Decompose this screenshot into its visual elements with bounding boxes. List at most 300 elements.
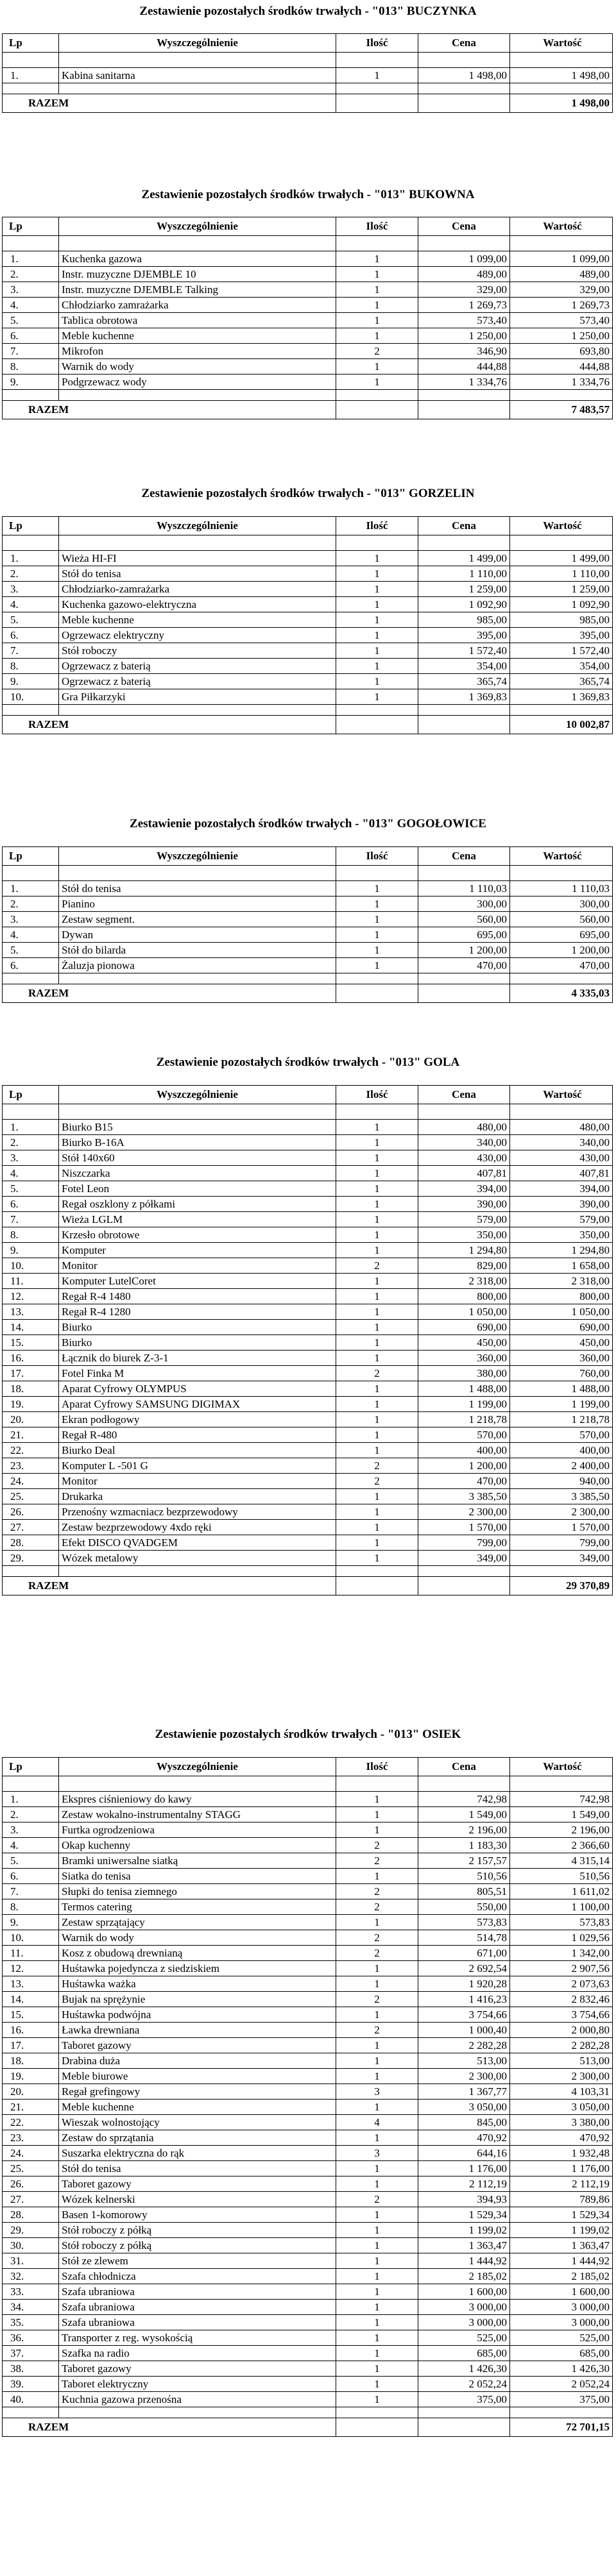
empty-cell	[510, 535, 613, 551]
table-row	[3, 2161, 613, 2176]
inventory-table	[2, 1085, 613, 1595]
empty-cell	[418, 2407, 510, 2418]
cell-qty: 1	[336, 897, 418, 912]
cell-value: 525,00	[510, 2330, 613, 2346]
table-row	[3, 2300, 613, 2315]
cell-lp: 21.	[3, 2100, 59, 2115]
cell-name: Słupki do tenisa ziemnego	[59, 1884, 336, 1899]
cell-qty: 2	[336, 1258, 418, 1274]
cell-price: 3 385,50	[418, 1489, 510, 1504]
cell-qty: 2	[336, 1474, 418, 1489]
cell-lp: 18.	[3, 1381, 59, 1397]
empty-cell	[418, 53, 510, 68]
cell-price: 1 444,92	[418, 2253, 510, 2269]
cell-value: 3 050,00	[510, 2100, 613, 2115]
cell-qty: 1	[336, 1274, 418, 1289]
cell-qty: 1	[336, 1504, 418, 1520]
cell-price: 1 498,00	[418, 68, 510, 83]
table-row	[3, 943, 613, 958]
cell-qty: 1	[336, 1412, 418, 1427]
table-row	[3, 912, 613, 927]
cell-qty: 1	[336, 881, 418, 897]
cell-value: 480,00	[510, 1120, 613, 1135]
table-row	[3, 282, 613, 298]
header-value: Wartość	[510, 217, 613, 236]
cell-price: 390,00	[418, 1197, 510, 1212]
table-row	[3, 2346, 613, 2361]
cell-value: 4 315,14	[510, 1853, 613, 1869]
cell-value: 940,00	[510, 1474, 613, 1489]
cell-lp: 21.	[3, 1427, 59, 1443]
cell-price: 2 692,54	[418, 1961, 510, 1976]
cell-price: 1 416,23	[418, 1992, 510, 2007]
cell-price: 799,00	[418, 1535, 510, 1551]
cell-price: 2 300,00	[418, 2069, 510, 2084]
header-price: Cena	[418, 1086, 510, 1104]
cell-qty: 1	[336, 2176, 418, 2192]
cell-price: 1 572,40	[418, 643, 510, 659]
cell-price: 800,00	[418, 1289, 510, 1304]
table-spacer-row	[3, 1566, 613, 1577]
empty-cell	[59, 535, 336, 551]
cell-price: 1 199,00	[418, 1397, 510, 1412]
header-qty: Ilość	[336, 1086, 418, 1104]
total-label: RAZEM	[3, 2418, 336, 2437]
empty-cell	[510, 390, 613, 401]
cell-price: 470,00	[418, 1474, 510, 1489]
empty-cell	[3, 705, 59, 716]
cell-name: Meble kuchenne	[59, 2100, 336, 2115]
header-value: Wartość	[510, 847, 613, 866]
empty-cell	[3, 236, 59, 251]
cell-name: Instr. muzyczne DJEMBLE Talking	[59, 282, 336, 298]
table-row	[3, 1181, 613, 1197]
cell-name: Zestaw do sprzątania	[59, 2130, 336, 2146]
cell-name: Meble kuchenne	[59, 328, 336, 344]
cell-lp: 19.	[3, 1397, 59, 1412]
empty-cell	[59, 1566, 336, 1577]
header-name: Wyszczególnienie	[59, 517, 336, 535]
cell-value: 1 600,00	[510, 2284, 613, 2300]
cell-name: Warnik do wody	[59, 359, 336, 375]
cell-lp: 14.	[3, 1992, 59, 2007]
cell-qty: 1	[336, 1212, 418, 1227]
empty-cell	[510, 1776, 613, 1792]
table-row	[3, 1535, 613, 1551]
cell-lp: 2.	[3, 897, 59, 912]
table-row	[3, 2007, 613, 2023]
cell-price: 695,00	[418, 927, 510, 943]
total-row	[3, 716, 613, 734]
cell-price: 1 600,00	[418, 2284, 510, 2300]
cell-name: Zestaw wokalno-instrumentalny STAGG	[59, 1807, 336, 1823]
empty-cell	[336, 401, 418, 419]
table-row	[3, 1489, 613, 1504]
cell-name: Stół do tenisa	[59, 566, 336, 582]
header-name: Wyszczególnienie	[59, 1758, 336, 1776]
cell-price: 1 110,00	[418, 566, 510, 582]
cell-qty: 1	[336, 912, 418, 927]
empty-cell	[336, 984, 418, 1003]
cell-name: Biurko	[59, 1320, 336, 1335]
empty-cell	[3, 1776, 59, 1792]
cell-price: 350,00	[418, 1227, 510, 1243]
cell-lp: 8.	[3, 1227, 59, 1243]
table-header-row	[3, 1086, 613, 1104]
empty-cell	[510, 53, 613, 68]
cell-name: Ekspres ciśnieniowy do kawy	[59, 1792, 336, 1807]
empty-cell	[3, 83, 59, 94]
table-row	[3, 2284, 613, 2300]
cell-lp: 27.	[3, 2192, 59, 2207]
cell-price: 573,40	[418, 313, 510, 328]
cell-lp: 3.	[3, 282, 59, 298]
cell-qty: 1	[336, 943, 418, 958]
table-row	[3, 1351, 613, 1366]
cell-value: 390,00	[510, 1197, 613, 1212]
empty-cell	[336, 236, 418, 251]
header-price: Cena	[418, 847, 510, 866]
table-row	[3, 1520, 613, 1535]
cell-value: 742,98	[510, 1792, 613, 1807]
cell-value: 1 099,00	[510, 251, 613, 267]
cell-value: 1 444,92	[510, 2253, 613, 2269]
cell-name: Biurko B15	[59, 1120, 336, 1135]
cell-price: 430,00	[418, 1150, 510, 1166]
cell-value: 1 658,00	[510, 1258, 613, 1274]
cell-price: 1 367,77	[418, 2084, 510, 2100]
cell-value: 1 218,78	[510, 1412, 613, 1427]
cell-name: Warnik do wody	[59, 1930, 336, 1946]
cell-name: Bujak na sprężynie	[59, 1992, 336, 2007]
cell-price: 1 099,00	[418, 251, 510, 267]
table-spacer-row	[3, 1104, 613, 1120]
table-spacer-row	[3, 236, 613, 251]
cell-qty: 2	[336, 1899, 418, 1915]
cell-value: 489,00	[510, 267, 613, 282]
cell-price: 1 269,73	[418, 298, 510, 313]
cell-value: 329,00	[510, 282, 613, 298]
empty-cell	[3, 1566, 59, 1577]
cell-qty: 1	[336, 328, 418, 344]
cell-price: 354,00	[418, 659, 510, 674]
cell-name: Mikrofon	[59, 344, 336, 359]
cell-qty: 1	[336, 2361, 418, 2377]
cell-price: 1 199,02	[418, 2223, 510, 2238]
cell-name: Regał R-4 1480	[59, 1289, 336, 1304]
cell-qty: 1	[336, 1807, 418, 1823]
cell-value: 1 342,00	[510, 1946, 613, 1961]
cell-lp: 6.	[3, 1869, 59, 1884]
table-header-row	[3, 517, 613, 535]
cell-name: Kuchenka gazowo-elektryczna	[59, 597, 336, 612]
cell-value: 1 110,03	[510, 881, 613, 897]
cell-qty: 1	[336, 1869, 418, 1884]
table-row	[3, 1320, 613, 1335]
empty-cell	[59, 2407, 336, 2418]
cell-value: 394,00	[510, 1181, 613, 1197]
cell-lp: 38.	[3, 2361, 59, 2377]
cell-lp: 1.	[3, 881, 59, 897]
table-row	[3, 1823, 613, 1838]
cell-price: 489,00	[418, 267, 510, 282]
cell-name: Okap kuchenny	[59, 1838, 336, 1853]
cell-qty: 1	[336, 1381, 418, 1397]
table-row	[3, 1551, 613, 1566]
empty-cell	[336, 83, 418, 94]
table-row	[3, 1427, 613, 1443]
cell-qty: 1	[336, 68, 418, 83]
cell-price: 380,00	[418, 1366, 510, 1381]
cell-name: Przenośny wzmacniacz bezprzewodowy	[59, 1504, 336, 1520]
cell-qty: 1	[336, 2392, 418, 2407]
cell-price: 2 052,24	[418, 2377, 510, 2392]
cell-lp: 29.	[3, 1551, 59, 1566]
cell-lp: 2.	[3, 1807, 59, 1823]
cell-lp: 20.	[3, 1412, 59, 1427]
cell-lp: 35.	[3, 2315, 59, 2330]
inventory-table	[2, 33, 613, 113]
cell-lp: 4.	[3, 1166, 59, 1181]
cell-qty: 1	[336, 1443, 418, 1458]
cell-lp: 34.	[3, 2300, 59, 2315]
cell-qty: 1	[336, 2330, 418, 2346]
cell-name: Taboret elektryczny	[59, 2377, 336, 2392]
table-row	[3, 2361, 613, 2377]
cell-lp: 6.	[3, 1197, 59, 1212]
cell-qty: 1	[336, 298, 418, 313]
empty-cell	[3, 973, 59, 984]
cell-value: 430,00	[510, 1150, 613, 1166]
cell-price: 513,00	[418, 2053, 510, 2069]
cell-name: Stół roboczy z półką	[59, 2238, 336, 2253]
cell-value: 3 385,50	[510, 1489, 613, 1504]
cell-value: 2 300,00	[510, 1504, 613, 1520]
cell-value: 470,92	[510, 2130, 613, 2146]
cell-value: 1 549,00	[510, 1807, 613, 1823]
cell-lp: 24.	[3, 2146, 59, 2161]
empty-cell	[336, 535, 418, 551]
cell-name: Drukarka	[59, 1489, 336, 1504]
table-row	[3, 1961, 613, 1976]
table-row	[3, 2115, 613, 2130]
empty-cell	[336, 705, 418, 716]
header-name: Wyszczególnienie	[59, 34, 336, 53]
empty-cell	[418, 83, 510, 94]
cell-qty: 1	[336, 2161, 418, 2176]
cell-qty: 1	[336, 1304, 418, 1320]
total-label: RAZEM	[3, 716, 336, 734]
header-qty: Ilość	[336, 1758, 418, 1776]
table-row	[3, 881, 613, 897]
cell-price: 2 196,00	[418, 1823, 510, 1838]
empty-cell	[59, 83, 336, 94]
cell-qty: 2	[336, 1853, 418, 1869]
total-value: 7 483,57	[510, 401, 613, 419]
cell-qty: 1	[336, 1520, 418, 1535]
cell-lp: 15.	[3, 1335, 59, 1351]
cell-price: 407,81	[418, 1166, 510, 1181]
cell-name: Ekran podłogowy	[59, 1412, 336, 1427]
cell-name: Ogrzewacz elektryczny	[59, 628, 336, 643]
inventory-section	[0, 1726, 616, 2433]
table-row	[3, 2023, 613, 2038]
cell-qty: 1	[336, 566, 418, 582]
table-row	[3, 1289, 613, 1304]
cell-price: 1 499,00	[418, 551, 510, 566]
table-row	[3, 375, 613, 390]
empty-cell	[59, 705, 336, 716]
cell-value: 1 200,00	[510, 943, 613, 958]
cell-qty: 1	[336, 2253, 418, 2269]
table-row	[3, 1899, 613, 1915]
empty-cell	[510, 2407, 613, 2418]
cell-price: 690,00	[418, 1320, 510, 1335]
cell-price: 346,90	[418, 344, 510, 359]
cell-lp: 4.	[3, 927, 59, 943]
cell-value: 407,81	[510, 1166, 613, 1181]
table-row	[3, 1504, 613, 1520]
cell-name: Pianino	[59, 897, 336, 912]
inventory-table	[2, 1757, 613, 2437]
total-label: RAZEM	[3, 1577, 336, 1595]
empty-cell	[336, 1577, 418, 1595]
cell-lp: 22.	[3, 1443, 59, 1458]
cell-lp: 32.	[3, 2269, 59, 2284]
cell-value: 340,00	[510, 1135, 613, 1150]
cell-value: 2 196,00	[510, 1823, 613, 1838]
cell-price: 560,00	[418, 912, 510, 927]
table-row	[3, 958, 613, 973]
table-row	[3, 1807, 613, 1823]
cell-name: Chłodziarko-zamrażarka	[59, 582, 336, 597]
cell-lp: 9.	[3, 674, 59, 689]
table-spacer-row	[3, 390, 613, 401]
table-row	[3, 897, 613, 912]
cell-price: 360,00	[418, 1351, 510, 1366]
cell-name: Kuchnia gazowa przenośna	[59, 2392, 336, 2407]
cell-name: Fotel Leon	[59, 1181, 336, 1197]
cell-price: 349,00	[418, 1551, 510, 1566]
cell-name: Biurko Deal	[59, 1443, 336, 1458]
cell-qty: 1	[336, 1351, 418, 1366]
table-row	[3, 1412, 613, 1427]
header-lp: Lp	[3, 1086, 59, 1104]
empty-cell	[3, 53, 59, 68]
cell-qty: 2	[336, 1458, 418, 1474]
cell-lp: 26.	[3, 1504, 59, 1520]
cell-value: 2 366,60	[510, 1838, 613, 1853]
cell-name: Huśtawka pojedyncza z siedziskiem	[59, 1961, 336, 1976]
empty-cell	[59, 236, 336, 251]
inventory-section	[0, 3, 616, 109]
cell-qty: 1	[336, 674, 418, 689]
empty-cell	[510, 866, 613, 881]
cell-lp: 13.	[3, 1976, 59, 1992]
cell-value: 2 000,80	[510, 2023, 613, 2038]
cell-qty: 1	[336, 359, 418, 375]
cell-value: 1 611,02	[510, 1884, 613, 1899]
cell-value: 573,83	[510, 1915, 613, 1930]
cell-lp: 11.	[3, 1274, 59, 1289]
cell-value: 450,00	[510, 1335, 613, 1351]
cell-lp: 5.	[3, 313, 59, 328]
table-row	[3, 628, 613, 643]
cell-lp: 7.	[3, 1884, 59, 1899]
table-row	[3, 1915, 613, 1930]
cell-price: 470,92	[418, 2130, 510, 2146]
cell-name: Termos catering	[59, 1899, 336, 1915]
empty-cell	[59, 1776, 336, 1792]
table-row	[3, 612, 613, 628]
cell-qty: 1	[336, 1551, 418, 1566]
cell-price: 444,88	[418, 359, 510, 375]
cell-price: 1 000,40	[418, 2023, 510, 2038]
table-row	[3, 1458, 613, 1474]
table-row	[3, 1474, 613, 1489]
cell-value: 513,00	[510, 2053, 613, 2069]
table-row	[3, 2238, 613, 2253]
empty-cell	[418, 2418, 510, 2437]
cell-name: Stół do tenisa	[59, 881, 336, 897]
cell-qty: 2	[336, 1992, 418, 2007]
cell-name: Regał grefingowy	[59, 2084, 336, 2100]
cell-qty: 1	[336, 267, 418, 282]
cell-price: 1 110,03	[418, 881, 510, 897]
cell-name: Siatka do tenisa	[59, 1869, 336, 1884]
cell-lp: 6.	[3, 328, 59, 344]
cell-name: Regał R-4 1280	[59, 1304, 336, 1320]
cell-price: 1 259,00	[418, 582, 510, 597]
table-spacer-row	[3, 2407, 613, 2418]
cell-lp: 3.	[3, 1150, 59, 1166]
cell-value: 2 300,00	[510, 2069, 613, 2084]
cell-value: 2 907,56	[510, 1961, 613, 1976]
cell-value: 800,00	[510, 1289, 613, 1304]
cell-price: 3 754,66	[418, 2007, 510, 2023]
cell-qty: 1	[336, 1823, 418, 1838]
cell-price: 644,16	[418, 2146, 510, 2161]
cell-name: Huśtawka ważka	[59, 1976, 336, 1992]
cell-value: 695,00	[510, 927, 613, 943]
cell-value: 510,56	[510, 1869, 613, 1884]
cell-name: Biurko B-16A	[59, 1135, 336, 1150]
cell-lp: 2.	[3, 267, 59, 282]
table-row	[3, 298, 613, 313]
cell-lp: 4.	[3, 298, 59, 313]
inventory-section	[0, 186, 616, 416]
cell-qty: 1	[336, 1227, 418, 1243]
cell-price: 573,83	[418, 1915, 510, 1930]
cell-qty: 1	[336, 597, 418, 612]
cell-price: 510,56	[418, 1869, 510, 1884]
cell-value: 1 092,90	[510, 597, 613, 612]
cell-lp: 17.	[3, 2038, 59, 2053]
cell-price: 1 092,90	[418, 597, 510, 612]
cell-price: 394,00	[418, 1181, 510, 1197]
empty-cell	[336, 866, 418, 881]
cell-lp: 30.	[3, 2238, 59, 2253]
cell-value: 1 498,00	[510, 68, 613, 83]
cell-lp: 1.	[3, 551, 59, 566]
cell-lp: 1.	[3, 68, 59, 83]
empty-cell	[336, 1104, 418, 1120]
cell-qty: 1	[336, 2300, 418, 2315]
table-row	[3, 1197, 613, 1212]
table-header-row	[3, 847, 613, 866]
cell-value: 395,00	[510, 628, 613, 643]
cell-qty: 1	[336, 1976, 418, 1992]
